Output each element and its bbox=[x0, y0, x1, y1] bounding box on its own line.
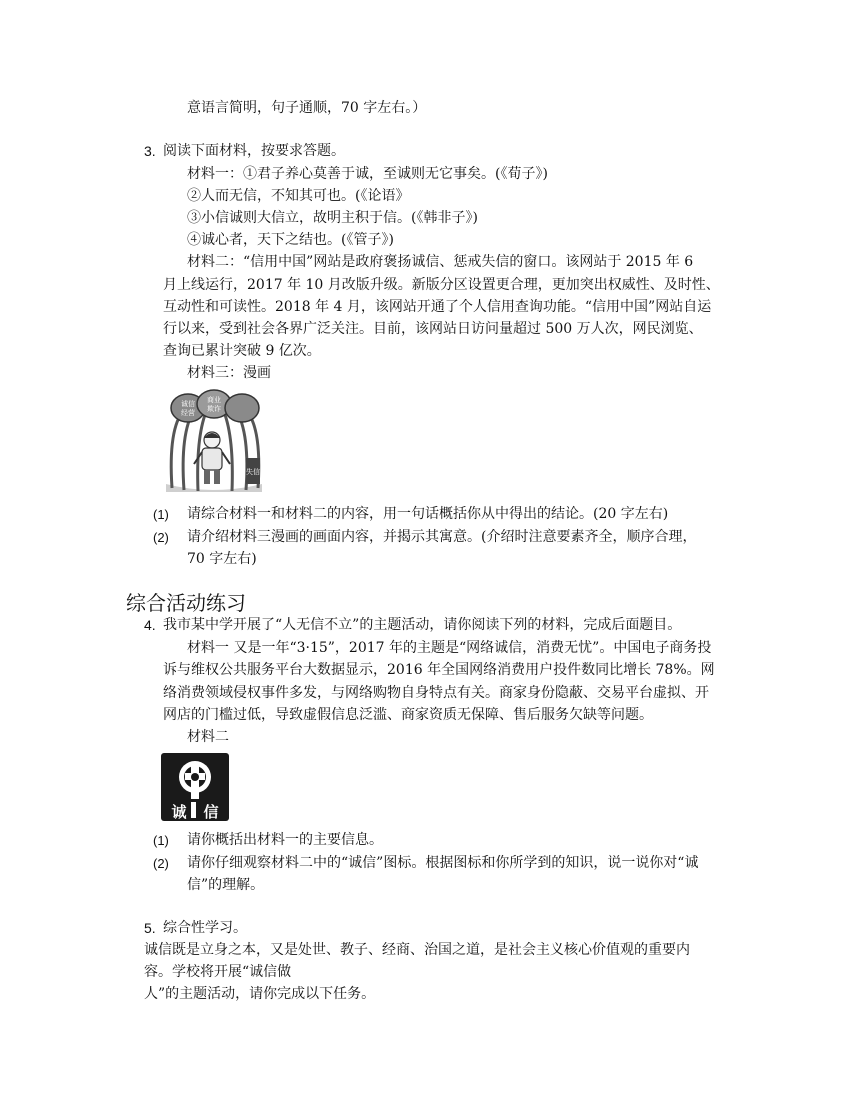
q3-material1-item: ③小信诚则大信立，故明主积于信。(《韩非子》) bbox=[187, 210, 478, 226]
q3-material1-prefix: 材料一： bbox=[187, 166, 243, 182]
q5-line: 容。学校将开展“诚信做 bbox=[144, 964, 292, 980]
section-heading: 综合活动练习 bbox=[126, 591, 246, 615]
q3-material2-line: 材料二：“信用中国”网站是政府褒扬诚信、惩戒失信的窗口。该网站于 2015 年 6 bbox=[187, 254, 694, 270]
continued-instruction: 意语言简明，句子通顺，70 字左右。） bbox=[187, 100, 427, 116]
q4-material1-line: 络消费领域侵权事件多发，与网络购物自身特点有关。商家身份隐蔽、交易平台虚拟、开 bbox=[163, 685, 709, 701]
q3-sub2-text: 请介绍材料三漫画的画面内容，并揭示其寓意。(介绍时注意要素齐全，顺序合理， bbox=[187, 529, 697, 545]
q3-material2-line: 月上线运行，2017 年 10 月改版升级。新版分区设置更合理，更加突出权威性、及时性、 bbox=[163, 277, 720, 293]
integrity-logo-graphic bbox=[161, 753, 229, 821]
q4-material1-line: 网店的门槛过低，导致虚假信息泛滥、商家资质无保障、售后服务欠缺等问题。 bbox=[163, 707, 653, 723]
cartoon-word: 失信 bbox=[246, 468, 260, 476]
cartoon-word: 经营 bbox=[181, 409, 195, 417]
q3-sub2-text: 70 字左右) bbox=[187, 551, 257, 567]
cartoon-word: 商业 bbox=[207, 396, 221, 404]
logo-char-left: 诚 bbox=[171, 803, 187, 821]
q3-material3-label: 材料三：漫画 bbox=[187, 365, 271, 381]
cartoon-word: 欺诈 bbox=[207, 405, 221, 413]
q3-material1-item: ①君子养心莫善于诚，至诚则无它事矣。(《荀子》) bbox=[243, 166, 548, 182]
q3-sub2-number: (2) bbox=[153, 530, 169, 545]
q4-number: 4. bbox=[144, 617, 156, 633]
logo-char-right: 信 bbox=[203, 803, 219, 821]
q3-number: 3. bbox=[144, 143, 156, 159]
q4-material1-line: 诉与维权公共服务平台大数据显示，2016 年全国网络消费用户投件数同比增长 78%。网 bbox=[163, 662, 715, 678]
q4-sub1-number: (1) bbox=[153, 833, 169, 848]
q3-material2-line: 查询已累计突破 9 亿次。 bbox=[163, 343, 321, 359]
q3-sub1-number: (1) bbox=[153, 507, 169, 522]
q3-material2-line: 互动性和可读性。2018 年 4 月，该网站开通了个人信用查询功能。“信用中国”网站自运 bbox=[163, 299, 712, 315]
q5-stem: 综合性学习。 bbox=[163, 920, 247, 936]
q4-sub2-text: 请你仔细观察材料二中的“诚信”图标。根据图标和你所学到的知识，说一说你对“诚 bbox=[187, 855, 699, 871]
q5-line: 诚信既是立身之本，又是处世、教子、经商、治国之道，是社会主义核心价值观的重要内 bbox=[144, 942, 690, 958]
q3-sub1-text: 请综合材料一和材料二的内容，用一句话概括你从中得出的结论。(20 字左右) bbox=[187, 506, 669, 522]
q4-sub1-text: 请你概括出材料一的主要信息。 bbox=[187, 832, 383, 848]
integrity-logo bbox=[161, 753, 229, 821]
q3-material2-line: 行以来，受到社会各界广泛关注。目前，该网站日访问量超过 500 万人次，网民浏览、 bbox=[163, 321, 703, 337]
q4-material2-label: 材料二 bbox=[187, 729, 229, 745]
q4-sub2-number: (2) bbox=[153, 856, 169, 871]
q3-material1-item: ④诚心者，天下之结也。(《管子》) bbox=[187, 232, 394, 248]
q4-stem: 我市某中学开展了“人无信不立”的主题活动，请你阅读下列的材料，完成后面题目。 bbox=[163, 617, 682, 633]
cartoon-image bbox=[162, 388, 268, 496]
q3-material1-item: ②人而无信，不知其可也。(《论语》 bbox=[187, 188, 410, 204]
q3-stem: 阅读下面材料，按要求答题。 bbox=[163, 143, 345, 159]
cartoon-cage-drawing bbox=[162, 388, 268, 496]
q5-line: 人”的主题活动，请你完成以下任务。 bbox=[144, 986, 376, 1002]
q4-sub2-text: 信”的理解。 bbox=[187, 877, 265, 893]
q5-number: 5. bbox=[144, 920, 156, 936]
cartoon-word: 诚信 bbox=[181, 400, 195, 408]
q4-material1-line: 材料一 又是一年“3·15”，2017 年的主题是“网络诚信，消费无忧”。中国电子商务投 bbox=[187, 640, 712, 656]
